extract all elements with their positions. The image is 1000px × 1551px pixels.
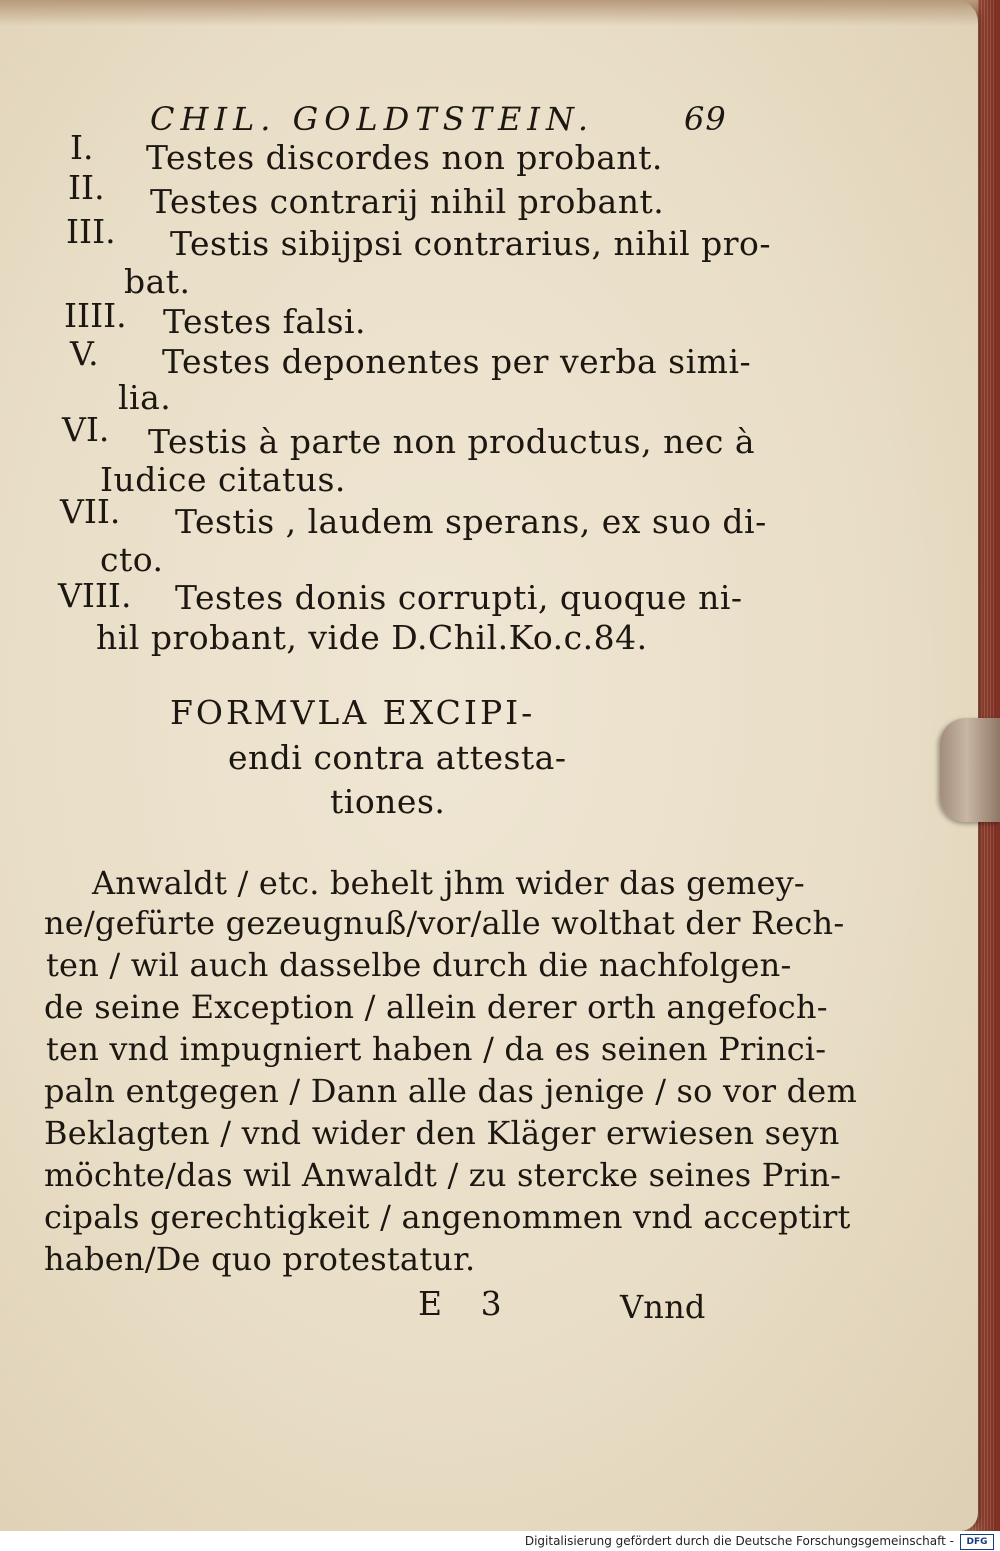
list-item-line: Testes discordes non probant. [146, 138, 663, 177]
paragraph-line: möchte/das wil Anwaldt / zu stercke seines Prin- [44, 1156, 842, 1194]
page-number: 69 [684, 100, 727, 138]
list-numeral: VII. [60, 492, 121, 531]
list-numeral: V. [70, 334, 99, 373]
running-head-title: CHIL. GOLDTSTEIN. [150, 100, 595, 138]
list-item-line: cto. [100, 540, 164, 579]
list-item-line: lia. [118, 378, 172, 417]
list-item-line: bat. [124, 262, 191, 301]
list-item-line: Testis , laudem sperans, ex suo di- [175, 502, 767, 541]
catchword: Vnnd [620, 1288, 706, 1326]
paragraph-line: ne/gefürte gezeugnuß/vor/alle wolthat der Rech- [44, 904, 845, 942]
list-item-line: Testes contrarij nihil probant. [150, 182, 665, 221]
bookmark-tab [940, 718, 1000, 822]
top-shadow [0, 0, 978, 26]
list-numeral: VIII. [58, 576, 132, 615]
section-title-line: FORMVLA EXCIPI- [170, 693, 536, 732]
footer-credit: Digitalisierung gefördert durch die Deutsche Forschungsgemeinschaft - [524, 1534, 954, 1548]
paragraph-line: Beklagten / vnd wider den Kläger erwiesen seyn [44, 1114, 840, 1152]
list-item-line: Testes deponentes per verba simi- [162, 342, 752, 381]
paragraph-line: paln entgegen / Dann alle das jenige / so vor dem [44, 1072, 857, 1110]
footer-bar [0, 1531, 1000, 1551]
list-item-line: Iudice citatus. [100, 460, 346, 499]
signature-mark: E 3 [418, 1284, 516, 1323]
list-numeral: VI. [62, 410, 110, 449]
section-title-line: endi contra attesta- [228, 738, 567, 777]
list-numeral: III. [66, 212, 116, 251]
list-numeral: IIII. [64, 296, 127, 335]
paragraph-line: Anwaldt / etc. behelt jhm wider das gemey- [92, 864, 805, 902]
list-numeral: I. [70, 128, 94, 167]
list-item-line: hil probant, vide D.Chil.Ko.c.84. [96, 618, 648, 657]
dfg-logo: DFG [960, 1534, 994, 1550]
list-item-line: Testis sibijpsi contrarius, nihil pro- [170, 224, 772, 263]
paragraph-line: cipals gerechtigkeit / angenommen vnd acceptirt [44, 1198, 851, 1236]
paragraph-line: de seine Exception / allein derer orth angefoch- [44, 988, 828, 1026]
paragraph-line: haben/De quo protestatur. [44, 1240, 476, 1278]
list-item-line: Testis à parte non productus, nec à [148, 422, 756, 461]
list-item-line: Testes donis corrupti, quoque ni- [175, 578, 743, 617]
paragraph-line: ten / wil auch dasselbe durch die nachfolgen- [46, 946, 792, 984]
list-item-line: Testes falsi. [163, 302, 367, 341]
paragraph-line: ten vnd impugniert haben / da es seinen Princi- [46, 1030, 827, 1068]
section-title-line: tiones. [330, 782, 446, 821]
list-numeral: II. [68, 168, 105, 207]
